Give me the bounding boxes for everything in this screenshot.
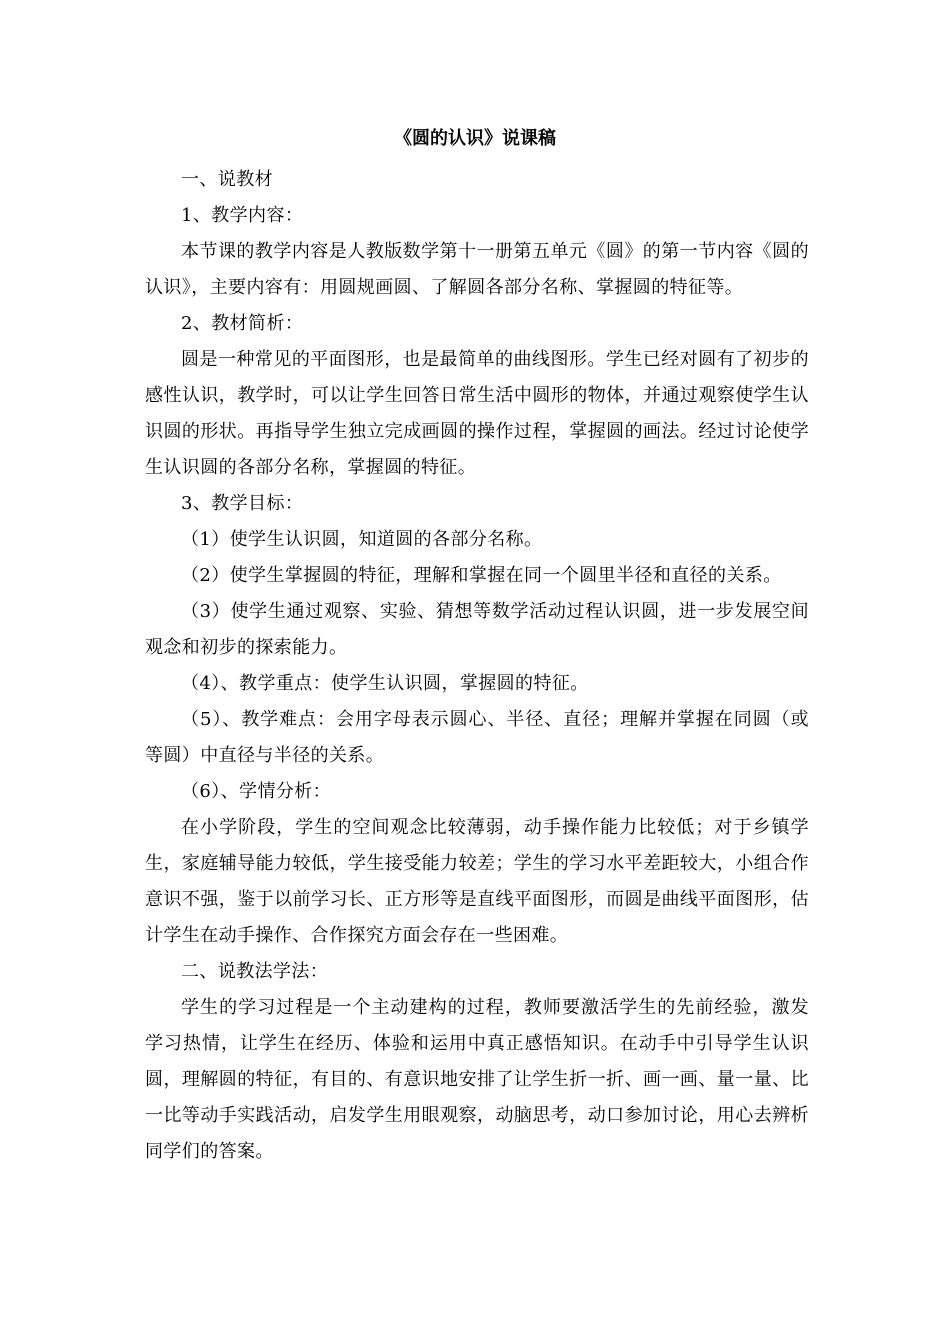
paragraph-student-analysis: 在小学阶段，学生的空间观念比较薄弱，动手操作能力比较低；对于乡镇学生，家庭辅导能力较低，学生接受能力较差；学生的学习水平差距较大，小组合作意识不强，鉴于以前学习长、正方形等是直线平面图形，而圆是曲线平面图形，估计学生在动手操作、合作探究方面会存在一些困难。: [145, 817, 809, 946]
goal-item-4: （4）、教学重点：使学生认识圆，掌握圆的特征。: [181, 673, 589, 694]
goal-item-3: （3）使学生通过观察、实验、猜想等数学活动过程认识圆，进一步发展空间观念和初步的探索能力。: [145, 601, 809, 658]
subheading-teaching-content: 1、教学内容：: [181, 205, 304, 226]
document-body: [145, 162, 809, 1170]
goal-item-2: （2）使学生掌握圆的特征，理解和掌握在同一个圆里半径和直径的关系。: [181, 565, 782, 586]
goal-item-5: （5）、教学难点：会用字母表示圆心、半径、直径；理解并掌握在同圆（或等圆）中直径与半径的关系。: [145, 709, 809, 766]
goal-item-6: （6）、学情分析：: [181, 781, 332, 802]
paragraph-methods: 学生的学习过程是一个主动建构的过程，教师要激活学生的先前经验，激发 学习热情，让学生在经历、体验和运用中真正感悟知识。在动手中引导学生认识圆，理解圆的特征，有目的、有意识地安排了让学生折一折、画一画、量一量、比一比等动手实践活动，启发学生用眼观察，动脑思考，动口参加讨论，用心去辨析同学们的答案。: [145, 997, 809, 1162]
section-heading-textbook: 一、说教材: [181, 169, 273, 190]
paragraph-textbook-analysis: 圆是一种常见的平面图形，也是最简单的曲线图形。学生已经对圆有了初步的感性认识，教学时，可以让学生回答日常生活中圆形的物体，并通过观察使学生认识圆的形状。再指导学生独立完成画圆的操作过程，掌握圆的画法。经过讨论使学生认识圆的各部分名称，掌握圆的特征。: [145, 349, 809, 478]
document-title: 《圆的认识》说课稿: [394, 128, 556, 149]
subheading-teaching-goals: 3、教学目标：: [181, 493, 304, 514]
goal-item-1: （1）使学生认识圆，知道圆的各部分名称。: [181, 529, 543, 550]
section-heading-methods: 二、说教法学法：: [181, 961, 329, 982]
paragraph-teaching-content: 本节课的教学内容是人教版数学第十一册第五单元《圆》的第一节内容《圆的认识》，主要内容有：用圆规画圆、了解圆各部分名称、掌握圆的特征等。: [145, 241, 809, 298]
subheading-textbook-analysis: 2、教材简析：: [181, 313, 304, 334]
